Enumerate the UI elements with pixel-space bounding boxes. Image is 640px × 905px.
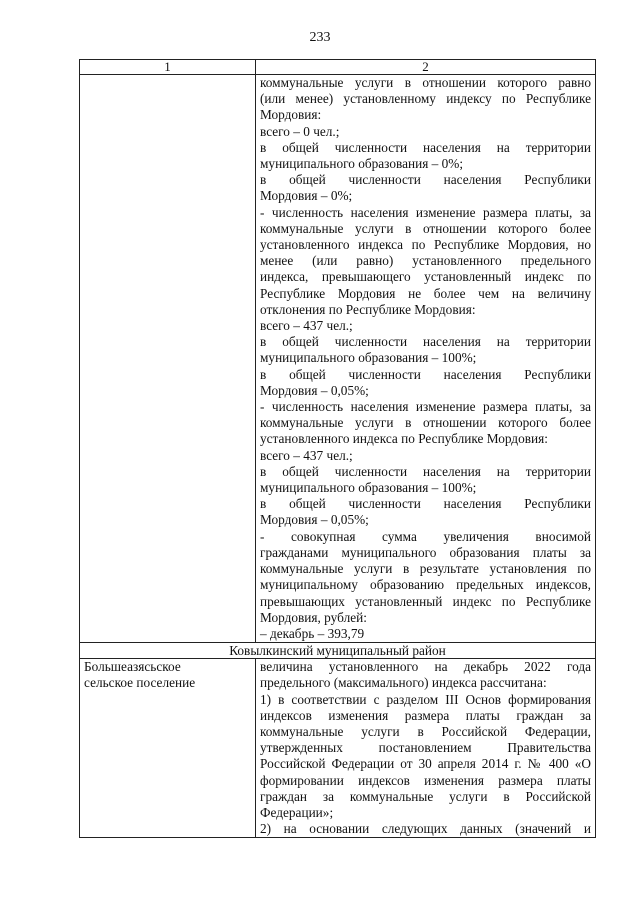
text-line: установленного индекса по Республике Мордовия, но [260,237,591,253]
text-line: индексов изменения размера платы граждан за [260,707,591,723]
settlement-name-line: сельское поселение [84,675,196,691]
text-line: Мордовия – 0%; [260,188,353,204]
text-line: граждан за коммунальные услуги в Российской [260,788,591,804]
text-line: отклонения по Республике Мордовия: [260,301,476,317]
text-line: величина установленного на декабрь 2022 года [260,659,591,675]
document-table [79,59,596,838]
text-line: Мордовия – 0,05%; [260,382,369,398]
text-line: установленного индекса по Республике Мордовия: [260,431,548,447]
district-heading: Ковылкинский муниципальный район [80,643,596,659]
text-line: в общей численности населения Республики [260,366,591,382]
text-line: коммунальные услуги в результате установления по [260,561,591,577]
table-row [80,75,596,643]
text-line: Республике Мордовия не более чем на величину [260,285,591,301]
text-line: предельного (максимального) индекса рассчитана: [260,675,547,691]
text-line: коммунальные услуги в отношении которого равно [260,75,591,90]
text-line: Российской Федерации от 30 апреля 2014 г. № 400 «О [260,756,591,772]
text-line: индекса, превышающего установленный индекс по [260,269,591,285]
text-line: гражданами муниципального образования платы за [260,544,591,560]
text-line: в общей численности населения на территории [260,334,591,350]
column-header-2: 2 [256,60,596,75]
text-line: превышающих установленный индекс по Республике [260,593,591,609]
text-line: - совокупная сумма увеличения вносимой [260,528,591,544]
text-line: муниципальному образованию предельных индексов, [260,577,591,593]
text-line: (или менее) установленному индексу по Республике [260,91,591,107]
text-line: менее (или равно) установленного предельного [260,253,591,269]
text-line: коммунальные услуги в Российской Федерации, [260,723,591,739]
text-line: утвержденных постановлением Правительства [260,740,591,756]
text-line: муниципального образования – 100%; [260,480,477,496]
text-line: - численность населения изменение размера платы, за [260,204,591,220]
page-number: 233 [309,30,331,45]
text-line: Мордовия, рублей: [260,609,367,625]
text-line: – декабрь – 393,79 [260,625,365,641]
text-line: в общей численности населения на территории [260,139,591,155]
text-line: Мордовия – 0,05%; [260,512,369,528]
table-header-row [80,60,596,75]
table-row [80,659,596,838]
column-header-1: 1 [80,60,256,75]
text-line: муниципального образования – 100%; [260,350,477,366]
text-line: в общей численности населения на территории [260,463,591,479]
text-line: муниципального образования – 0%; [260,156,464,172]
indicator-text-cell [256,75,596,643]
index-description-cell [256,659,596,838]
text-line: коммунальные услуги в отношении которого более [260,415,591,431]
text-line: всего – 0 чел.; [260,123,340,139]
text-line: коммунальные услуги в отношении которого более [260,220,591,236]
empty-cell [80,75,256,643]
text-line: формировании индексов изменения размера платы [260,772,591,788]
district-row [80,643,596,659]
settlement-name-line: Большеазясьское [84,659,181,675]
text-line: в общей численности населения Республики [260,172,591,188]
text-line: 2) на основании следующих данных (значений и [260,821,591,837]
text-line: Федерации»; [260,804,334,820]
settlement-name-cell [80,659,256,838]
text-line: 1) в соответствии с разделом III Основ формирования [260,691,591,707]
text-line: всего – 437 чел.; [260,318,353,334]
text-line: - численность населения изменение размера платы, за [260,399,591,415]
text-line: в общей численности населения Республики [260,496,591,512]
text-line: Мордовия: [260,107,322,123]
text-line: всего – 437 чел.; [260,447,353,463]
